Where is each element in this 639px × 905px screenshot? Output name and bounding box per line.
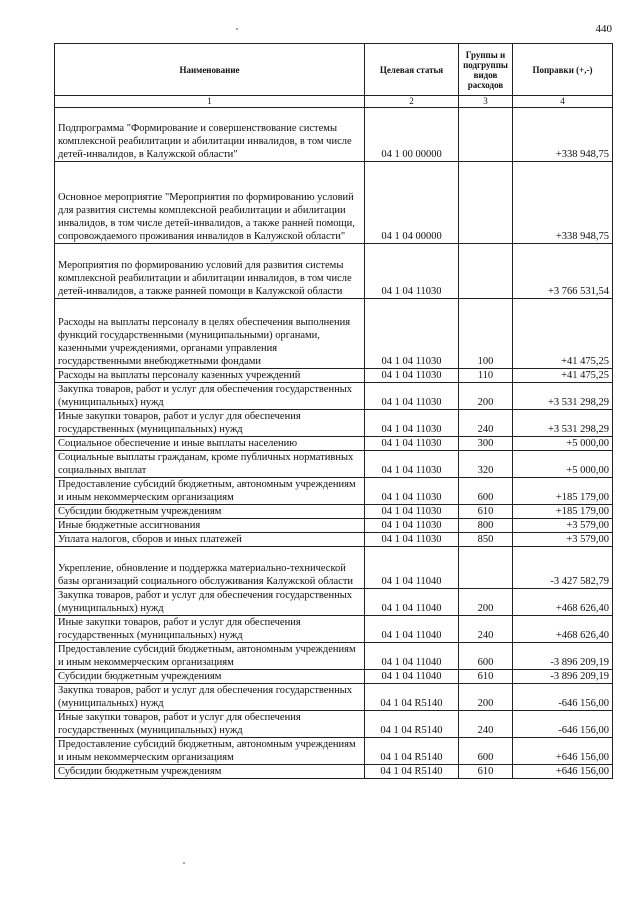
- row-group-cell: 200: [459, 383, 513, 410]
- table-row: [55, 765, 613, 779]
- table-row: [55, 299, 613, 369]
- row-code-cell: 04 1 04 11030: [365, 244, 459, 299]
- row-amount-cell: -3 427 582,79: [513, 547, 613, 589]
- row-group-cell: 240: [459, 616, 513, 643]
- row-code-cell: 04 1 04 R5140: [365, 711, 459, 738]
- row-code-cell: 04 1 04 11040: [365, 547, 459, 589]
- row-group-cell: [459, 244, 513, 299]
- row-group-cell: 800: [459, 519, 513, 533]
- row-code-cell: 04 1 04 R5140: [365, 765, 459, 779]
- row-name-cell: Укрепление, обновление и поддержка материально-технической базы организаций социального обслуживания Калужской области: [55, 547, 365, 589]
- row-amount-cell: +468 626,40: [513, 589, 613, 616]
- row-amount-cell: +5 000,00: [513, 437, 613, 451]
- row-amount-cell: -646 156,00: [513, 684, 613, 711]
- row-code-cell: 04 1 04 11030: [365, 437, 459, 451]
- row-group-cell: 600: [459, 643, 513, 670]
- table-header-row: [55, 44, 613, 96]
- table-row: [55, 369, 613, 383]
- row-group-cell: 200: [459, 684, 513, 711]
- header-code: Целевая статья: [365, 44, 459, 96]
- row-name-cell: Иные бюджетные ассигнования: [55, 519, 365, 533]
- row-name-cell: Субсидии бюджетным учреждениям: [55, 505, 365, 519]
- row-code-cell: 04 1 04 11030: [365, 410, 459, 437]
- row-code-cell: 04 1 04 11030: [365, 505, 459, 519]
- budget-amendments-table: [54, 43, 613, 779]
- table-row: [55, 589, 613, 616]
- row-group-cell: [459, 162, 513, 244]
- row-name-cell: Субсидии бюджетным учреждениям: [55, 670, 365, 684]
- row-code-cell: 04 1 04 11030: [365, 369, 459, 383]
- row-amount-cell: +41 475,25: [513, 299, 613, 369]
- row-amount-cell: -3 896 209,19: [513, 670, 613, 684]
- row-name-cell: Подпрограмма "Формирование и совершенствование системы комплексной реабилитации и абилитации инвалидов, в том числе детей-инвалидов, в Калужской области": [55, 108, 365, 162]
- row-code-cell: 04 1 04 11030: [365, 533, 459, 547]
- row-amount-cell: +5 000,00: [513, 451, 613, 478]
- row-code-cell: 04 1 04 11030: [365, 451, 459, 478]
- row-group-cell: 110: [459, 369, 513, 383]
- row-name-cell: Закупка товаров, работ и услуг для обеспечения государственных (муниципальных) нужд: [55, 383, 365, 410]
- table-row: [55, 108, 613, 162]
- row-group-cell: 320: [459, 451, 513, 478]
- table-row: [55, 643, 613, 670]
- column-number: 3: [459, 96, 513, 108]
- scan-speck: [236, 28, 238, 30]
- table-row: [55, 437, 613, 451]
- row-group-cell: 300: [459, 437, 513, 451]
- row-group-cell: [459, 547, 513, 589]
- row-code-cell: 04 1 04 11040: [365, 643, 459, 670]
- row-amount-cell: +3 579,00: [513, 533, 613, 547]
- column-number: 1: [55, 96, 365, 108]
- row-name-cell: Субсидии бюджетным учреждениям: [55, 765, 365, 779]
- row-amount-cell: +41 475,25: [513, 369, 613, 383]
- table-row: [55, 478, 613, 505]
- row-code-cell: 04 1 04 11030: [365, 383, 459, 410]
- row-amount-cell: +468 626,40: [513, 616, 613, 643]
- table-row: [55, 410, 613, 437]
- row-group-cell: 240: [459, 410, 513, 437]
- row-group-cell: [459, 108, 513, 162]
- header-group: Группы и подгруппы видов расходов: [459, 44, 513, 96]
- row-amount-cell: +3 531 298,29: [513, 383, 613, 410]
- row-name-cell: Социальное обеспечение и иные выплаты населению: [55, 437, 365, 451]
- row-name-cell: Расходы на выплаты персоналу в целях обеспечения выполнения функций государственными (муниципальными) органами, казенными учреждениями, органами управления государственными внебюджетными фондами: [55, 299, 365, 369]
- row-group-cell: 610: [459, 765, 513, 779]
- row-amount-cell: -3 896 209,19: [513, 643, 613, 670]
- table-row: [55, 519, 613, 533]
- row-name-cell: Основное мероприятие "Мероприятия по формированию условий для развития системы комплексной реабилитации и абилитации инвалидов, в том числе детей-инвалидов, а также ранней помощи, сопровождаемого проживания инвалидов в Калужской области": [55, 162, 365, 244]
- row-amount-cell: +338 948,75: [513, 108, 613, 162]
- row-amount-cell: -646 156,00: [513, 711, 613, 738]
- table-row: [55, 711, 613, 738]
- row-name-cell: Иные закупки товаров, работ и услуг для обеспечения государственных (муниципальных) нужд: [55, 711, 365, 738]
- row-group-cell: 100: [459, 299, 513, 369]
- row-group-cell: 850: [459, 533, 513, 547]
- row-amount-cell: +185 179,00: [513, 478, 613, 505]
- row-group-cell: 240: [459, 711, 513, 738]
- table-row: [55, 451, 613, 478]
- row-name-cell: Закупка товаров, работ и услуг для обеспечения государственных (муниципальных) нужд: [55, 684, 365, 711]
- row-name-cell: Закупка товаров, работ и услуг для обеспечения государственных (муниципальных) нужд: [55, 589, 365, 616]
- row-amount-cell: +3 531 298,29: [513, 410, 613, 437]
- table-row: [55, 684, 613, 711]
- scan-speck: [183, 862, 185, 864]
- row-group-cell: 610: [459, 505, 513, 519]
- row-code-cell: 04 1 04 R5140: [365, 684, 459, 711]
- column-number: 4: [513, 96, 613, 108]
- header-amount: Поправки (+,-): [513, 44, 613, 96]
- row-name-cell: Предоставление субсидий бюджетным, автономным учреждениям и иным некоммерческим организациям: [55, 478, 365, 505]
- table-row: [55, 547, 613, 589]
- row-code-cell: 04 1 04 00000: [365, 162, 459, 244]
- table-row: [55, 616, 613, 643]
- row-code-cell: 04 1 04 11030: [365, 519, 459, 533]
- row-amount-cell: +646 156,00: [513, 765, 613, 779]
- row-name-cell: Предоставление субсидий бюджетным, автономным учреждениям и иным некоммерческим организациям: [55, 643, 365, 670]
- row-code-cell: 04 1 04 R5140: [365, 738, 459, 765]
- table-row: [55, 505, 613, 519]
- row-group-cell: 610: [459, 670, 513, 684]
- column-number: 2: [365, 96, 459, 108]
- column-number-row: [55, 96, 613, 108]
- page-number: 440: [595, 23, 612, 35]
- row-group-cell: 600: [459, 738, 513, 765]
- row-group-cell: 600: [459, 478, 513, 505]
- row-name-cell: Социальные выплаты гражданам, кроме публичных нормативных социальных выплат: [55, 451, 365, 478]
- table-row: [55, 383, 613, 410]
- row-code-cell: 04 1 04 11040: [365, 670, 459, 684]
- row-code-cell: 04 1 04 11040: [365, 589, 459, 616]
- row-code-cell: 04 1 04 11030: [365, 478, 459, 505]
- row-name-cell: Иные закупки товаров, работ и услуг для обеспечения государственных (муниципальных) нужд: [55, 616, 365, 643]
- row-code-cell: 04 1 00 00000: [365, 108, 459, 162]
- row-amount-cell: +646 156,00: [513, 738, 613, 765]
- row-amount-cell: +3 579,00: [513, 519, 613, 533]
- table-row: [55, 162, 613, 244]
- table-row: [55, 533, 613, 547]
- row-code-cell: 04 1 04 11030: [365, 299, 459, 369]
- row-amount-cell: +338 948,75: [513, 162, 613, 244]
- table-row: [55, 670, 613, 684]
- row-name-cell: Расходы на выплаты персоналу казенных учреждений: [55, 369, 365, 383]
- row-group-cell: 200: [459, 589, 513, 616]
- table-row: [55, 244, 613, 299]
- table-row: [55, 738, 613, 765]
- row-amount-cell: +185 179,00: [513, 505, 613, 519]
- row-name-cell: Уплата налогов, сборов и иных платежей: [55, 533, 365, 547]
- row-amount-cell: +3 766 531,54: [513, 244, 613, 299]
- row-name-cell: Мероприятия по формированию условий для развития системы комплексной реабилитации и абилитации инвалидов, в том числе детей-инвалидов, а также ранней помощи в Калужской области: [55, 244, 365, 299]
- row-code-cell: 04 1 04 11040: [365, 616, 459, 643]
- header-name: Наименование: [55, 44, 365, 96]
- row-name-cell: Предоставление субсидий бюджетным, автономным учреждениям и иным некоммерческим организациям: [55, 738, 365, 765]
- row-name-cell: Иные закупки товаров, работ и услуг для обеспечения государственных (муниципальных) нужд: [55, 410, 365, 437]
